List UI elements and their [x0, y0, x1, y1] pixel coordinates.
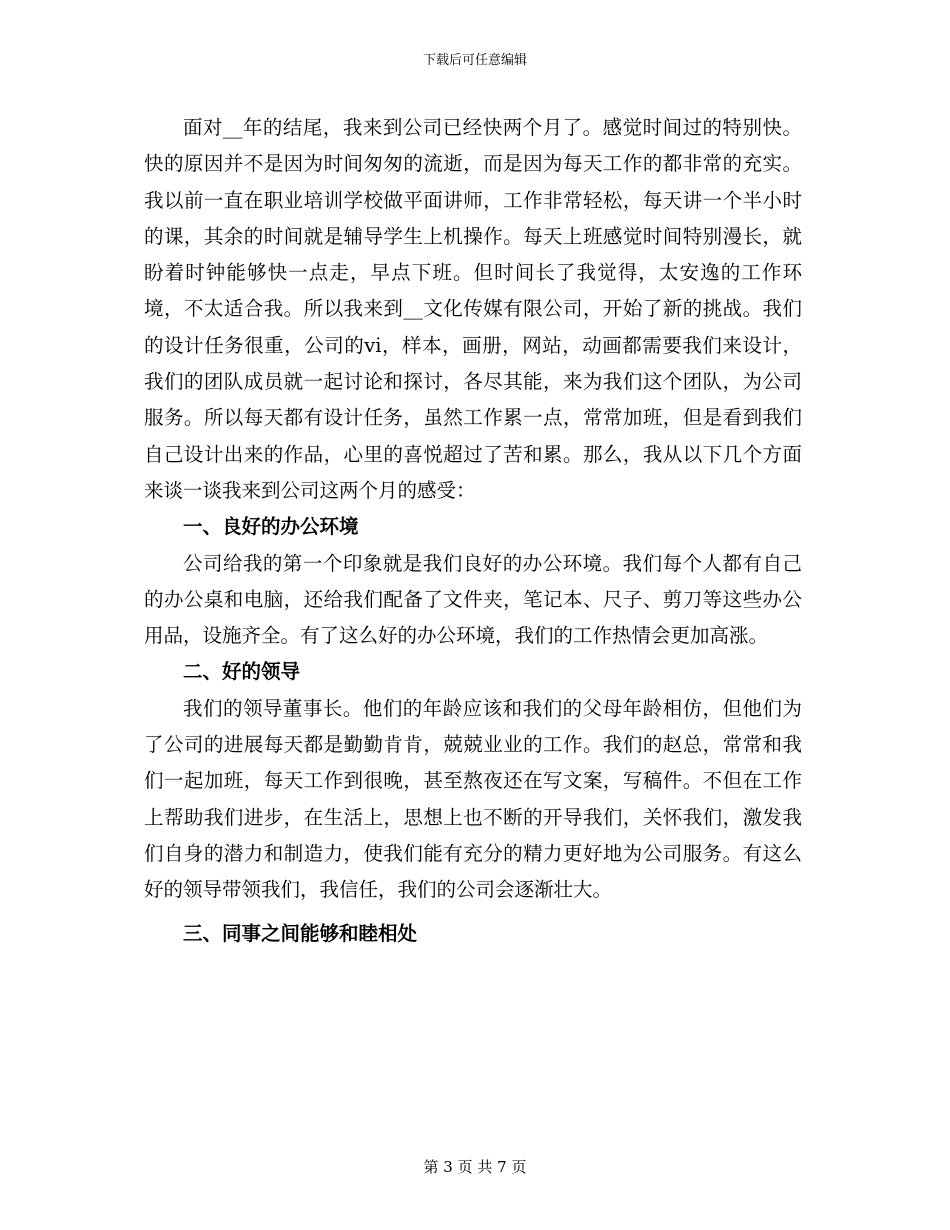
page-header: 下载后可任意编辑 — [422, 53, 527, 68]
office-environment-paragraph: 公司给我的第一个印象就是我们良好的办公环境。我们每个人都有自己的办公桌和电脑，还给我们配备了文件夹，笔记本、尺子、剪刀等这些办公用品，设施齐全。有了这么好的办公环境，我们的工作热情会更加高涨。 — [144, 551, 802, 648]
section-heading-colleagues: 三、同事之间能够和睦相处 — [183, 921, 418, 945]
document-body — [144, 110, 802, 952]
section-heading-good-leaders: 二、好的领导 — [183, 660, 301, 684]
section-heading-office-environment: 一、良好的办公环境 — [183, 515, 359, 539]
page-number-footer: 第 3 页 共 7 页 — [423, 1158, 527, 1176]
good-leaders-paragraph: 我们的领导董事长。他们的年龄应该和我们的父母年龄相仿，但他们为了公司的进展每天都是勤勤肯肯，兢兢业业的工作。我们的赵总，常常和我们一起加班，每天工作到很晚，甚至熬夜还在写文案，写稿件。不但在工作上帮助我们进步，在生活上，思想上也不断的开导我们，关怀我们，激发我们自身的潜力和制造力，使我们能有充分的精力更好地为公司服务。有这么好的领导带领我们，我信任，我们的公司会逐渐壮大。 — [144, 696, 802, 902]
intro-paragraph: 面对__年的结尾，我来到公司已经快两个月了。感觉时间过的特别快。快的原因并不是因为时间匆匆的流逝，而是因为每天工作的都非常的充实。我以前一直在职业培训学校做平面讲师，工作非常轻松，每天讲一个半小时的课，其余的时间就是辅导学生上机操作。每天上班感觉时间特别漫长，就盼着时钟能够快一点走，早点下班。但时间长了我觉得，太安逸的工作环境，不太适合我。所以我来到__文化传媒有限公司，开始了新的挑战。我们的设计任务很重，公司的vi，样本，画册，网站，动画都需要我们来设计，我们的团队成员就一起讨论和探讨，各尽其能，来为我们这个团队，为公司服务。所以每天都有设计任务，虽然工作累一点，常常加班，但是看到我们自己设计出来的作品，心里的喜悦超过了苦和累。那么，我从以下几个方面来谈一谈我来到公司这两个月的感受： — [144, 116, 802, 502]
